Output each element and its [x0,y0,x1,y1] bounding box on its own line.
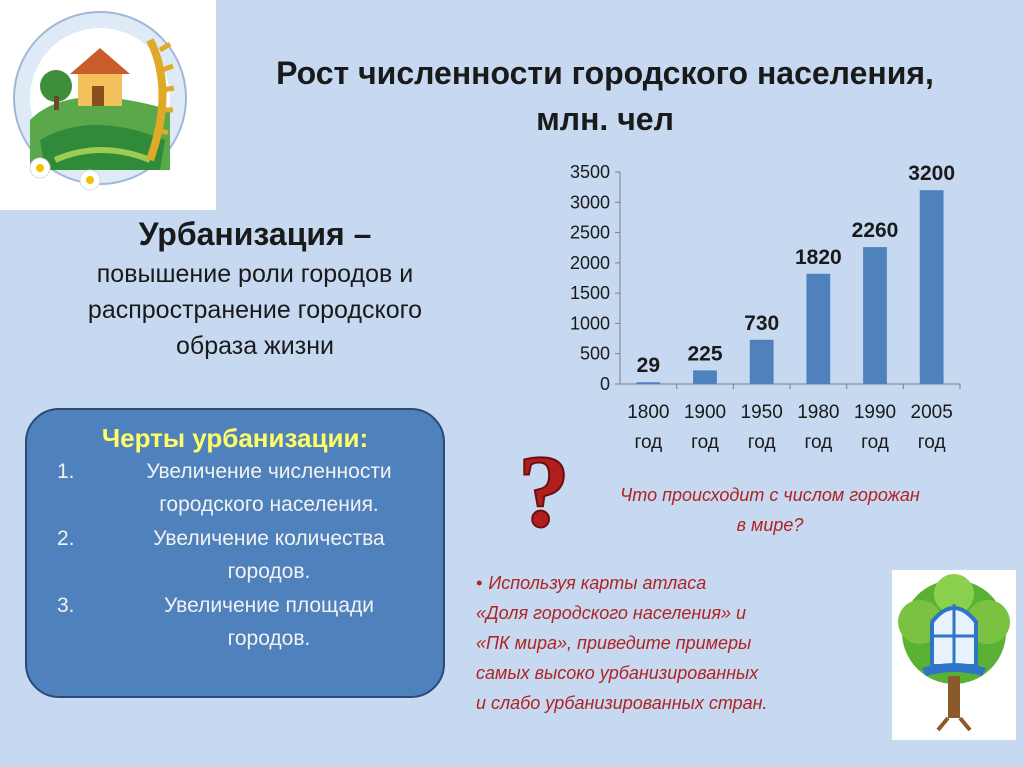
x-tick-label-unit: год [861,432,889,453]
data-label: 29 [636,354,661,378]
data-label: 2260 [851,219,899,243]
features-list [27,455,443,655]
x-tick-label-year: 1980 [797,402,840,423]
item-number: 3. [57,594,75,617]
title-line-1: Рост численности городского населения, [276,55,934,91]
x-tick-label-year: 1900 [683,402,727,423]
item-text-line-2: городского населения. [159,493,379,516]
x-tick-label-year: 1990 [853,402,897,423]
features-list-item [27,455,443,521]
bar [920,190,944,384]
item-text-line-2: городов. [227,560,311,583]
definition-line-1: повышение роли городов и [96,260,414,288]
x-tick-label-year: 1950 [740,402,783,423]
farm-landscape-logo-icon [0,0,216,210]
bar [806,274,830,384]
window-tree-logo-icon [892,570,1016,740]
slide-title [230,50,980,142]
urban-population-bar-chart [520,150,980,470]
task-line-2: «Доля городского населения» и [476,603,746,623]
definition-line-3: образа жизни [176,332,334,360]
title-line-2: млн. чел [536,101,674,137]
item-text-line-2: городов. [227,627,311,650]
x-tick-label-year: 2005 [910,402,953,423]
task-line-1-text: Используя карты атласа [488,573,707,593]
features-list-item [27,589,443,655]
data-label: 3200 [908,162,956,186]
x-tick-label-unit: год [804,432,833,453]
x-tick-label-unit: год [691,432,719,453]
question-mark-symbol: ? [518,440,570,536]
question-line-2: в мире? [736,515,804,535]
question-text [560,480,980,540]
bar [863,247,887,384]
y-tick-label: 3500 [569,162,610,182]
features-title: Черты урбанизации: [101,423,369,453]
task-line-5: и слабо урбанизированных стран. [476,693,768,713]
y-tick-label: 1000 [569,313,610,334]
task-line-1 [476,568,876,598]
y-tick-label: 0 [599,374,610,394]
bar [693,370,717,384]
bar [750,340,774,384]
y-tick-label: 1500 [569,283,610,304]
item-text-line-1: Увеличение численности [146,460,392,483]
data-label: 730 [744,311,780,335]
item-number: 2. [57,527,75,550]
urbanization-definition [20,212,490,364]
x-tick-label-year: 1800 [627,402,670,423]
task-line-3: «ПК мира», приведите примеры [476,633,752,653]
farm-landscape-logo [0,0,216,210]
definition-term: Урбанизация – [138,216,372,252]
task-text [476,568,876,718]
task-bullet: • [476,573,483,593]
item-text-line-1: Увеличение площади [164,594,374,617]
features-list-item [27,522,443,588]
y-tick-label: 2500 [569,222,610,243]
data-label: 1820 [794,245,842,269]
item-number: 1. [57,460,75,483]
y-tick-label: 2000 [569,252,610,273]
item-text-line-1: Увеличение количества [153,527,385,550]
window-tree-logo [892,570,1016,740]
task-line-4: самых высоко урбанизированных [476,663,759,683]
definition-line-2: распространение городского [87,296,423,324]
x-tick-label-unit: год [747,432,776,453]
y-tick-label: 3000 [569,192,610,213]
x-tick-label-unit: год [917,432,946,453]
bar [636,382,660,384]
features-panel [25,408,445,698]
y-tick-label: 500 [579,343,610,364]
data-label: 225 [687,342,723,366]
question-line-1: Что происходит с числом горожан [620,485,920,505]
x-tick-label-unit: год [634,432,663,453]
